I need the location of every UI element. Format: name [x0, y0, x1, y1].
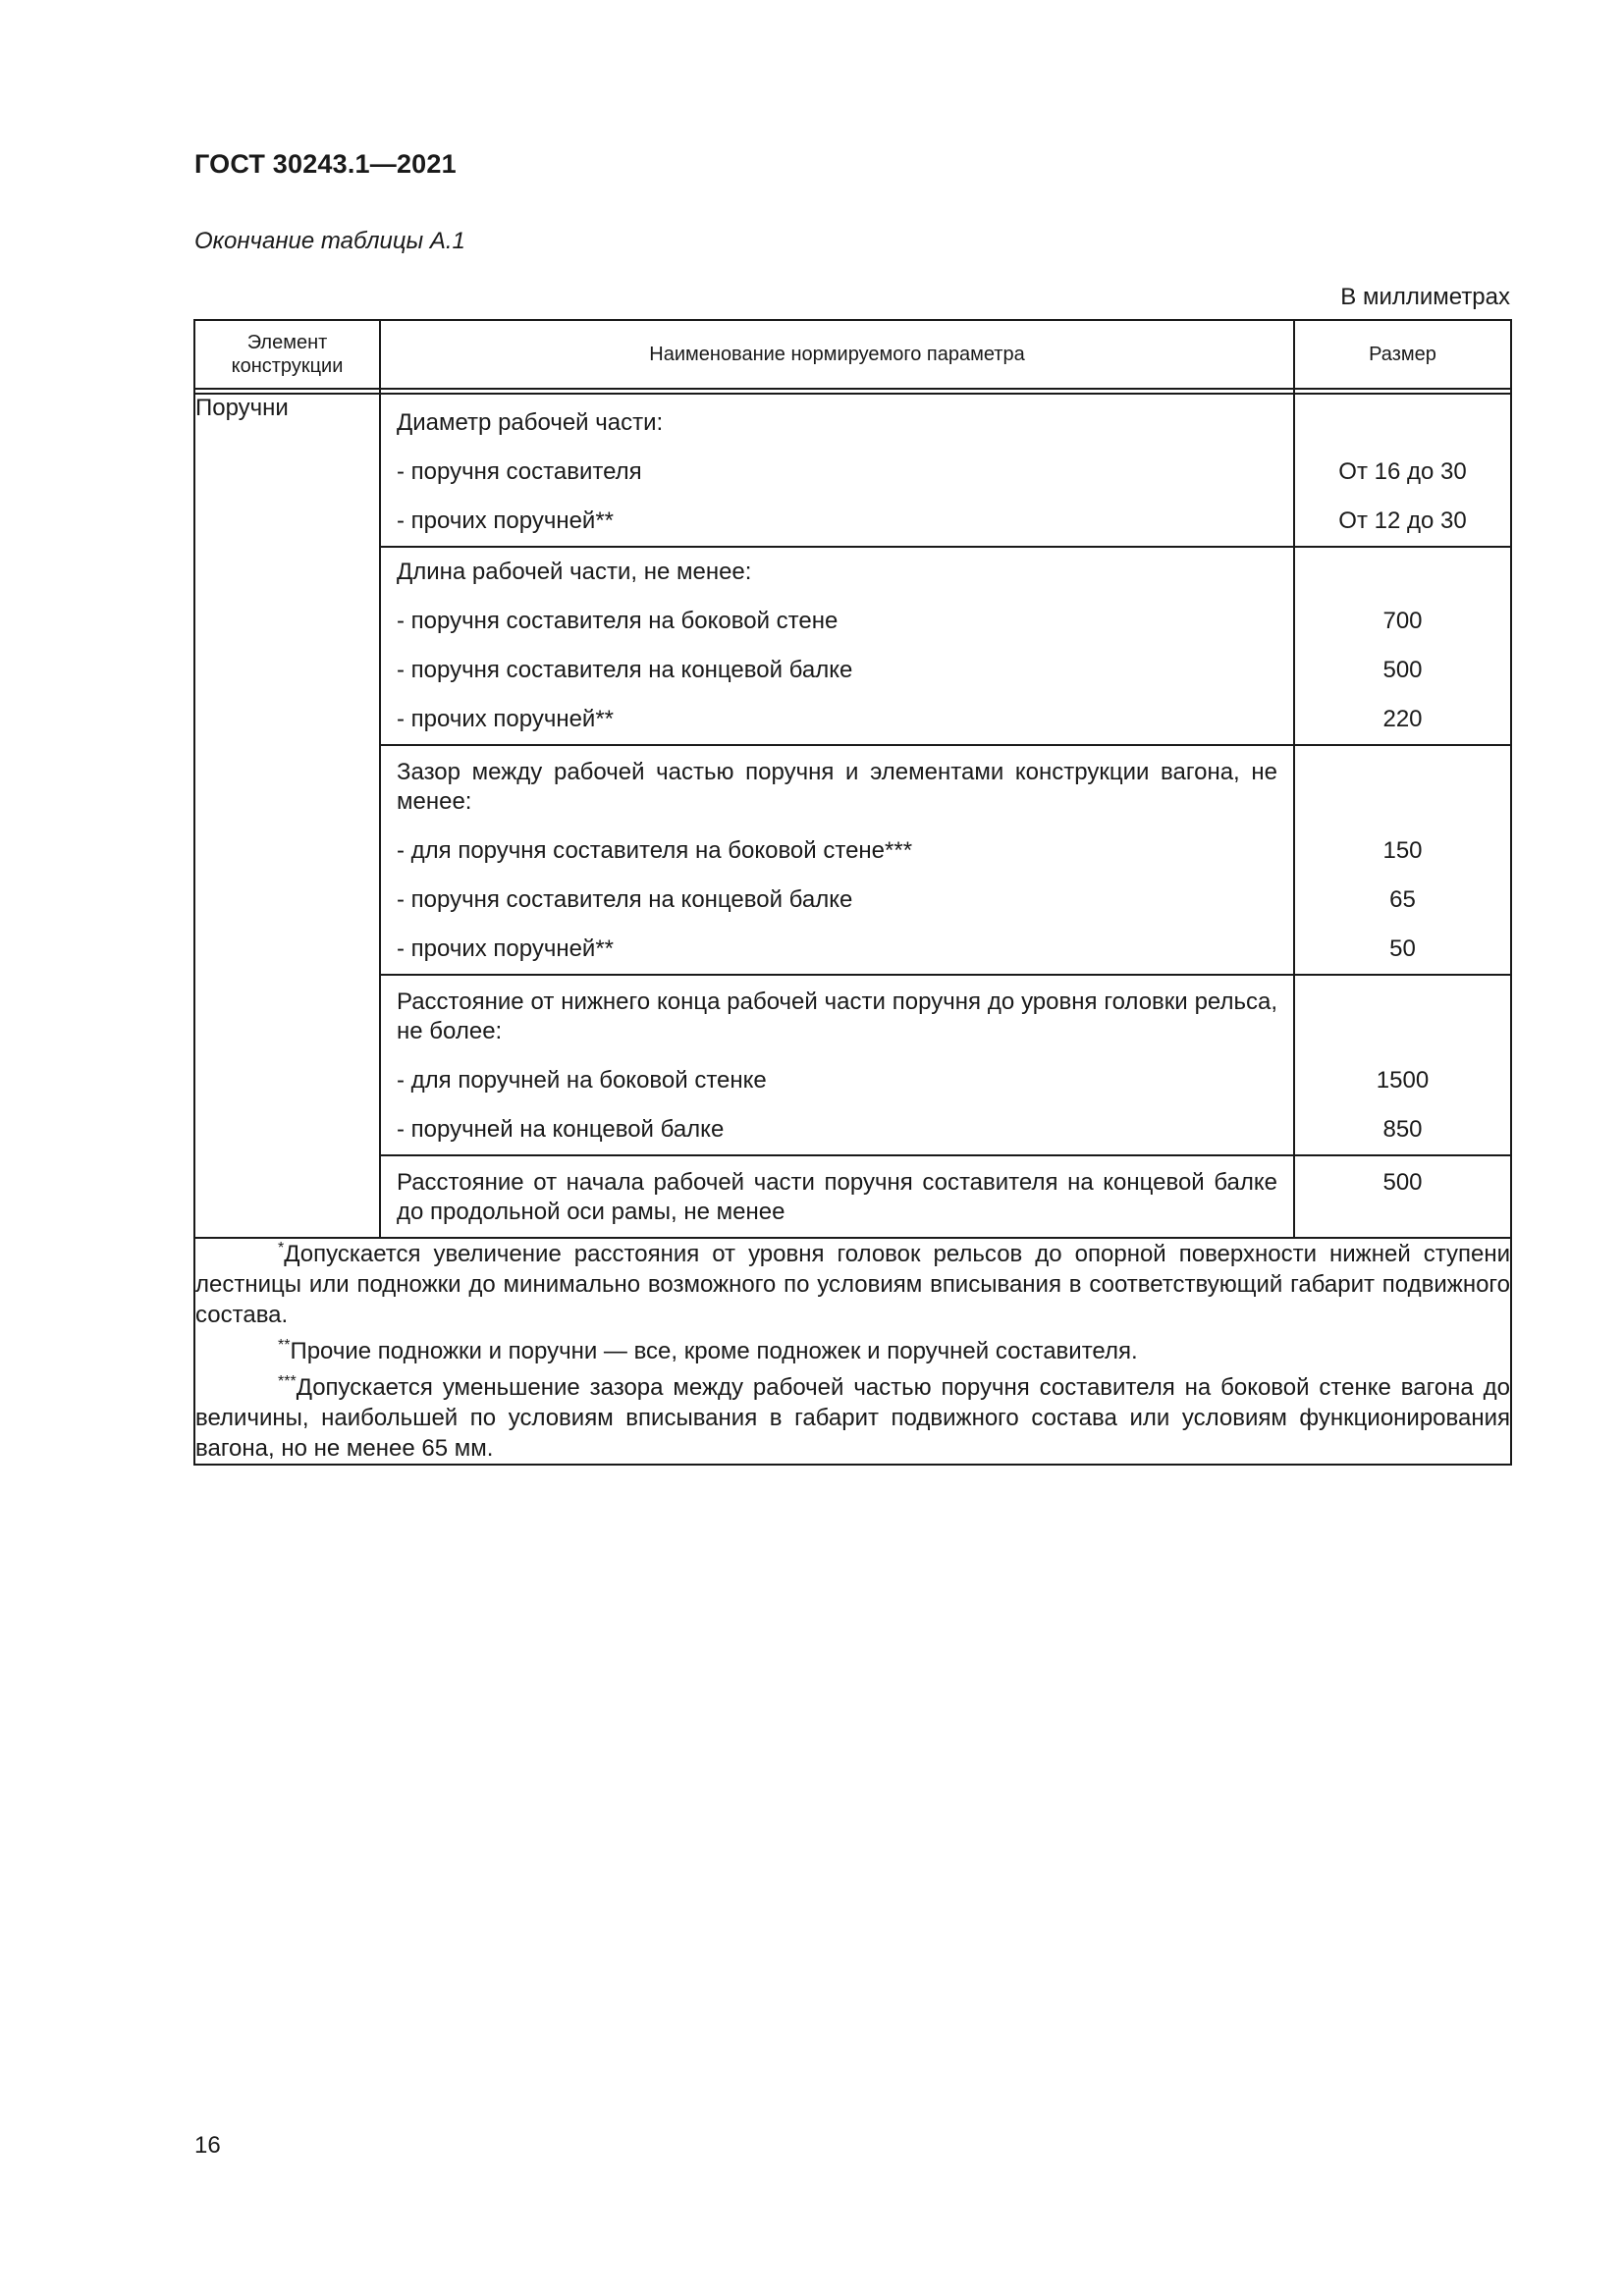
footnote-mark: ** [278, 1337, 291, 1354]
group-title: Зазор между рабочей частью поручня и элементами конструкции вагона, не менее: [397, 759, 1277, 815]
size-cell [1294, 1155, 1511, 1238]
item-value: 150 [1382, 837, 1423, 864]
item-value: 220 [1382, 706, 1423, 732]
parameter-cell [380, 1155, 1294, 1238]
footnote [195, 1239, 1510, 1330]
item-value: 500 [1382, 1169, 1423, 1196]
element-cell: Поручни [194, 394, 380, 1238]
item-label: - прочих поручней** [397, 706, 615, 732]
table-row [194, 394, 1511, 547]
item-value: 850 [1382, 1116, 1423, 1143]
size-cell [1294, 745, 1511, 975]
item-value: От 16 до 30 [1338, 458, 1467, 485]
page-number: 16 [194, 2132, 221, 2159]
table-row [194, 975, 1511, 1155]
item-label: - поручней на концевой балке [397, 1116, 725, 1143]
item-label: - прочих поручней** [397, 507, 615, 534]
item-value: 50 [1389, 935, 1416, 962]
item-value: От 12 до 30 [1338, 507, 1467, 534]
notes-row [194, 1238, 1511, 1465]
size-cell [1294, 547, 1511, 745]
parameter-cell [380, 745, 1294, 975]
column-header-element: Элемент конструкции [194, 320, 380, 389]
item-label: - прочих поручней** [397, 935, 615, 962]
group-title: Длина рабочей части, не менее: [397, 559, 752, 585]
footnote-text: Прочие подножки и поручни — все, кроме подножек и поручней составителя. [290, 1338, 1138, 1364]
size-cell [1294, 394, 1511, 547]
group-title: Расстояние от начала рабочей части поручня составителя на концевой балке до продольной оси рамы, не менее [397, 1169, 1277, 1225]
size-cell [1294, 975, 1511, 1155]
parameters-table [193, 319, 1512, 1466]
footnote-mark: * [278, 1240, 285, 1256]
footnote-text: Допускается увеличение расстояния от уровня головок рельсов до опорной поверхности нижней ступени лестницы или подножки до минимально возможного по условиям вписывания в соответствующий габарит подвижного состава. [195, 1241, 1510, 1328]
units-label: В миллиметрах [1340, 284, 1510, 310]
table-row [194, 547, 1511, 745]
item-value: 65 [1389, 886, 1416, 913]
document-code: ГОСТ 30243.1—2021 [194, 149, 457, 179]
item-label: - поручня составителя на боковой стене [397, 608, 839, 634]
item-value: 700 [1382, 608, 1423, 634]
table-row [194, 1155, 1511, 1238]
column-header-parameter: Наименование нормируемого параметра [380, 320, 1294, 389]
footnote-mark: *** [278, 1373, 297, 1390]
footnote [195, 1372, 1510, 1464]
table-caption: Окончание таблицы А.1 [194, 228, 465, 254]
parameter-cell [380, 975, 1294, 1155]
table-header-row [194, 320, 1511, 389]
item-label: - для поручня составителя на боковой стене*** [397, 837, 913, 864]
parameter-cell [380, 547, 1294, 745]
parameter-cell [380, 394, 1294, 547]
column-header-size: Размер [1294, 320, 1511, 389]
group-title: Расстояние от нижнего конца рабочей части поручня до уровня головки рельса, не более: [397, 988, 1277, 1044]
item-value: 500 [1382, 657, 1423, 683]
item-value: 1500 [1376, 1067, 1430, 1094]
notes-cell [194, 1238, 1511, 1465]
footnote-text: Допускается уменьшение зазора между рабочей частью поручня составителя на боковой стенке вагона до величины, наибольшей по условиям вписывания в габарит подвижного состава или условиям функционирования вагона, но не менее 65 мм. [195, 1374, 1510, 1462]
table-row [194, 745, 1511, 975]
item-label: - поручня составителя на концевой балке [397, 886, 853, 913]
group-title: Диаметр рабочей части: [397, 409, 664, 436]
item-label: - поручня составителя на концевой балке [397, 657, 853, 683]
item-label: - для поручней на боковой стенке [397, 1067, 767, 1094]
footnote [195, 1336, 1510, 1366]
item-label: - поручня составителя [397, 458, 642, 485]
